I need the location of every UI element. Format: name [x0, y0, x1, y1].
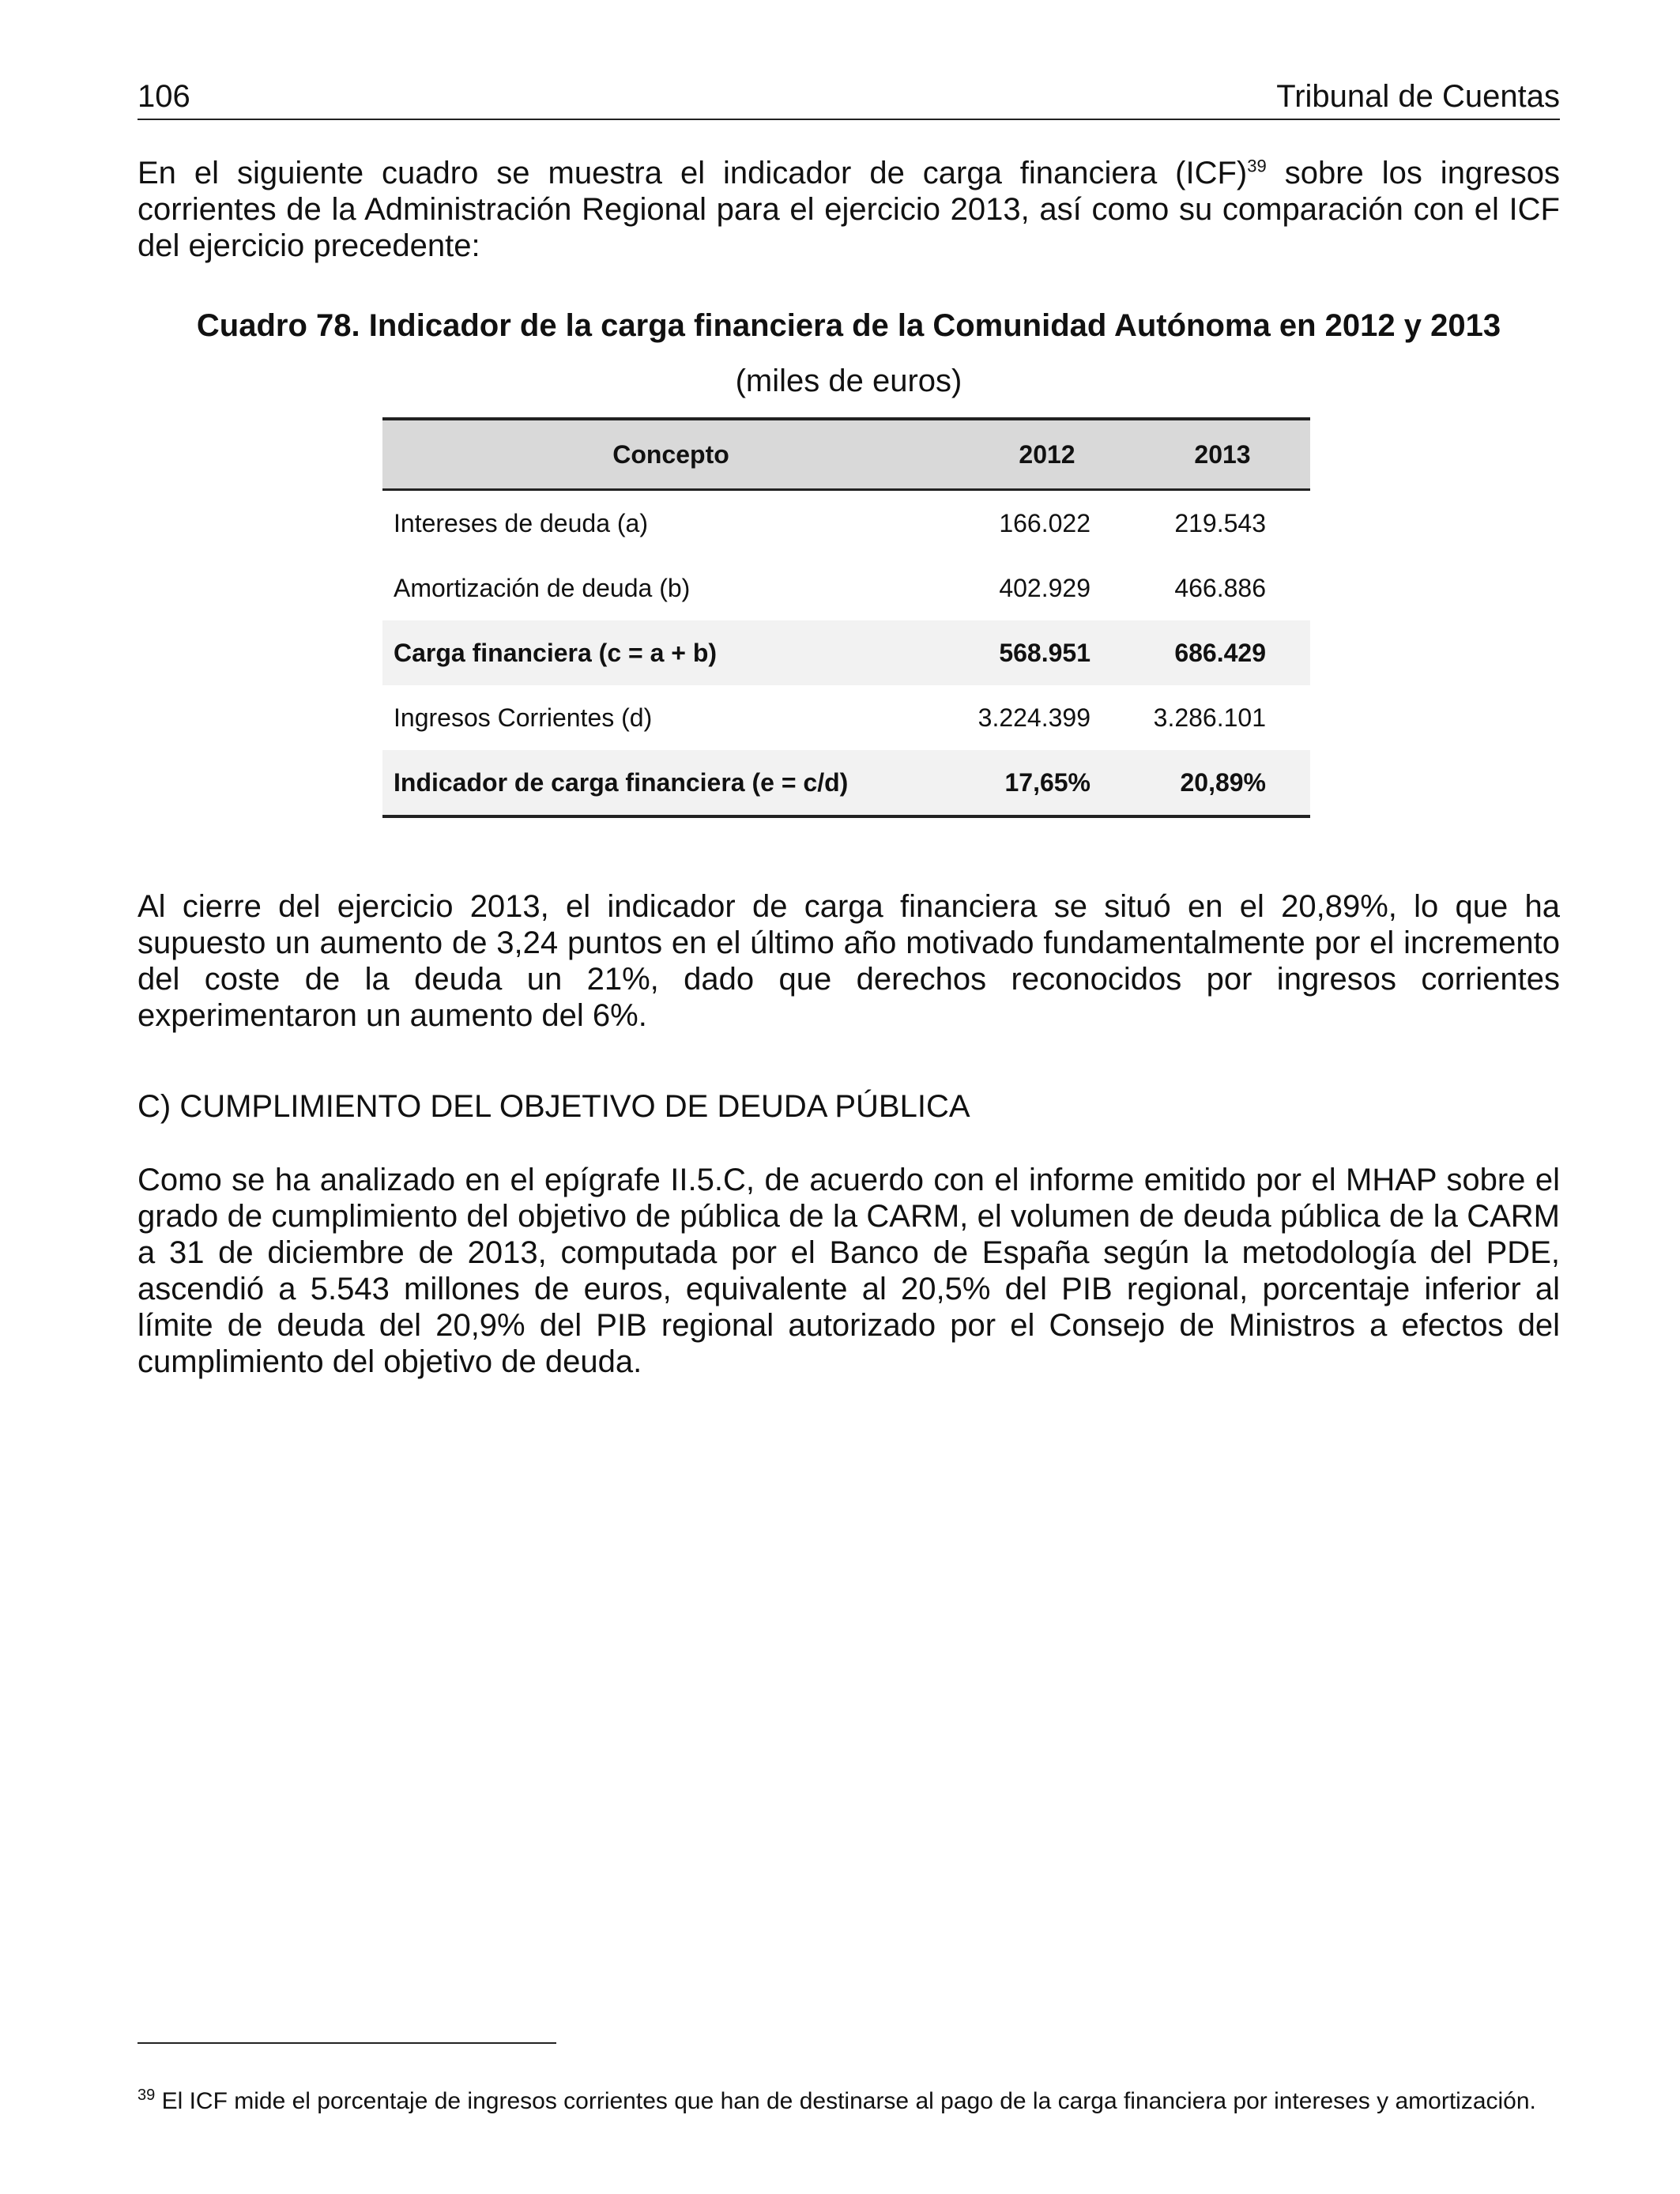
table-header-row	[382, 419, 1310, 490]
row-concept: Intereses de deuda (a)	[394, 508, 648, 537]
header-concept: Concepto	[382, 419, 959, 490]
intro-text-after: sobre los ingresos corrientes de la Administración Regional para el ejercicio 2013, así como su comparación con el ICF del ejercicio precedente:	[137, 156, 1561, 263]
publisher-name: Tribunal de Cuentas	[1276, 79, 1560, 114]
row-value-2012: 402.929	[999, 573, 1090, 602]
row-value-2012: 17,65%	[959, 750, 1135, 816]
table-row-indicator	[382, 750, 1310, 816]
row-concept: Amortización de deuda (b)	[394, 573, 691, 602]
intro-text-before: En el siguiente cuadro se muestra el indicador de carga financiera (ICF)	[137, 156, 1248, 190]
row-value-2013: 20,89%	[1135, 750, 1310, 816]
row-value-2013: 219.543	[1174, 508, 1266, 537]
page-number: 106	[137, 79, 190, 114]
table-caption: Cuadro 78. Indicador de la carga financiera de la Comunidad Autónoma en 2012 y 2013	[196, 308, 1501, 343]
footnote-divider	[137, 2042, 556, 2044]
footnote-number: 39	[137, 2087, 156, 2104]
table-row	[382, 490, 1310, 556]
intro-paragraph	[137, 155, 1560, 264]
financial-burden-table	[382, 417, 1310, 818]
row-concept: Carga financiera (c = a + b)	[382, 620, 959, 685]
table-row-total	[382, 620, 1310, 685]
page-header	[137, 76, 1560, 120]
row-value-2013: 686.429	[1135, 620, 1310, 685]
header-2013: 2013	[1135, 419, 1310, 490]
row-concept: Ingresos Corrientes (d)	[394, 703, 653, 732]
footnote	[137, 2087, 1560, 2117]
table-row	[382, 685, 1310, 750]
row-value-2012: 568.951	[959, 620, 1135, 685]
row-concept: Indicador de carga financiera (e = c/d)	[382, 750, 959, 816]
row-value-2012: 3.224.399	[977, 703, 1090, 732]
row-value-2013: 3.286.101	[1153, 703, 1266, 732]
analysis-paragraph: Al cierre del ejercicio 2013, el indicador de carga financiera se situó en el 20,89%, lo que ha supuesto un aumento de 3,24 puntos en el último año motivado fundamentalmente por el incremento del coste de la deuda un 21%, dado que derechos reconocidos por ingresos corrientes experimentaron un aumento del 6%.	[137, 889, 1560, 1033]
row-value-2013: 466.886	[1174, 573, 1266, 602]
table-row	[382, 556, 1310, 620]
footnote-reference: 39	[1247, 156, 1267, 176]
footnote-text: El ICF mide el porcentaje de ingresos corrientes que han de destinarse al pago de la carga financiera por intereses y amortización.	[155, 2088, 1536, 2114]
table-units: (miles de euros)	[735, 364, 962, 398]
row-value-2012: 166.022	[999, 508, 1090, 537]
header-2012: 2012	[959, 419, 1135, 490]
section-heading: C) CUMPLIMIENTO DEL OBJETIVO DE DEUDA PÚBLICA	[137, 1089, 970, 1124]
debt-objective-paragraph: Como se ha analizado en el epígrafe II.5.C, de acuerdo con el informe emitido por el MHAP sobre el grado de cumplimiento del objetivo de pública de la CARM, el volumen de deuda pública de la CARM a 31 de diciembre de 2013, computada por el Banco de España según la metodología del PDE, ascendió a 5.543 millones de euros, equivalente al 20,5% del PIB regional, porcentaje inferior al límite de deuda del 20,9% del PIB regional autorizado por el Consejo de Ministros a efectos del cumplimiento del objetivo de deuda.	[137, 1163, 1560, 1379]
